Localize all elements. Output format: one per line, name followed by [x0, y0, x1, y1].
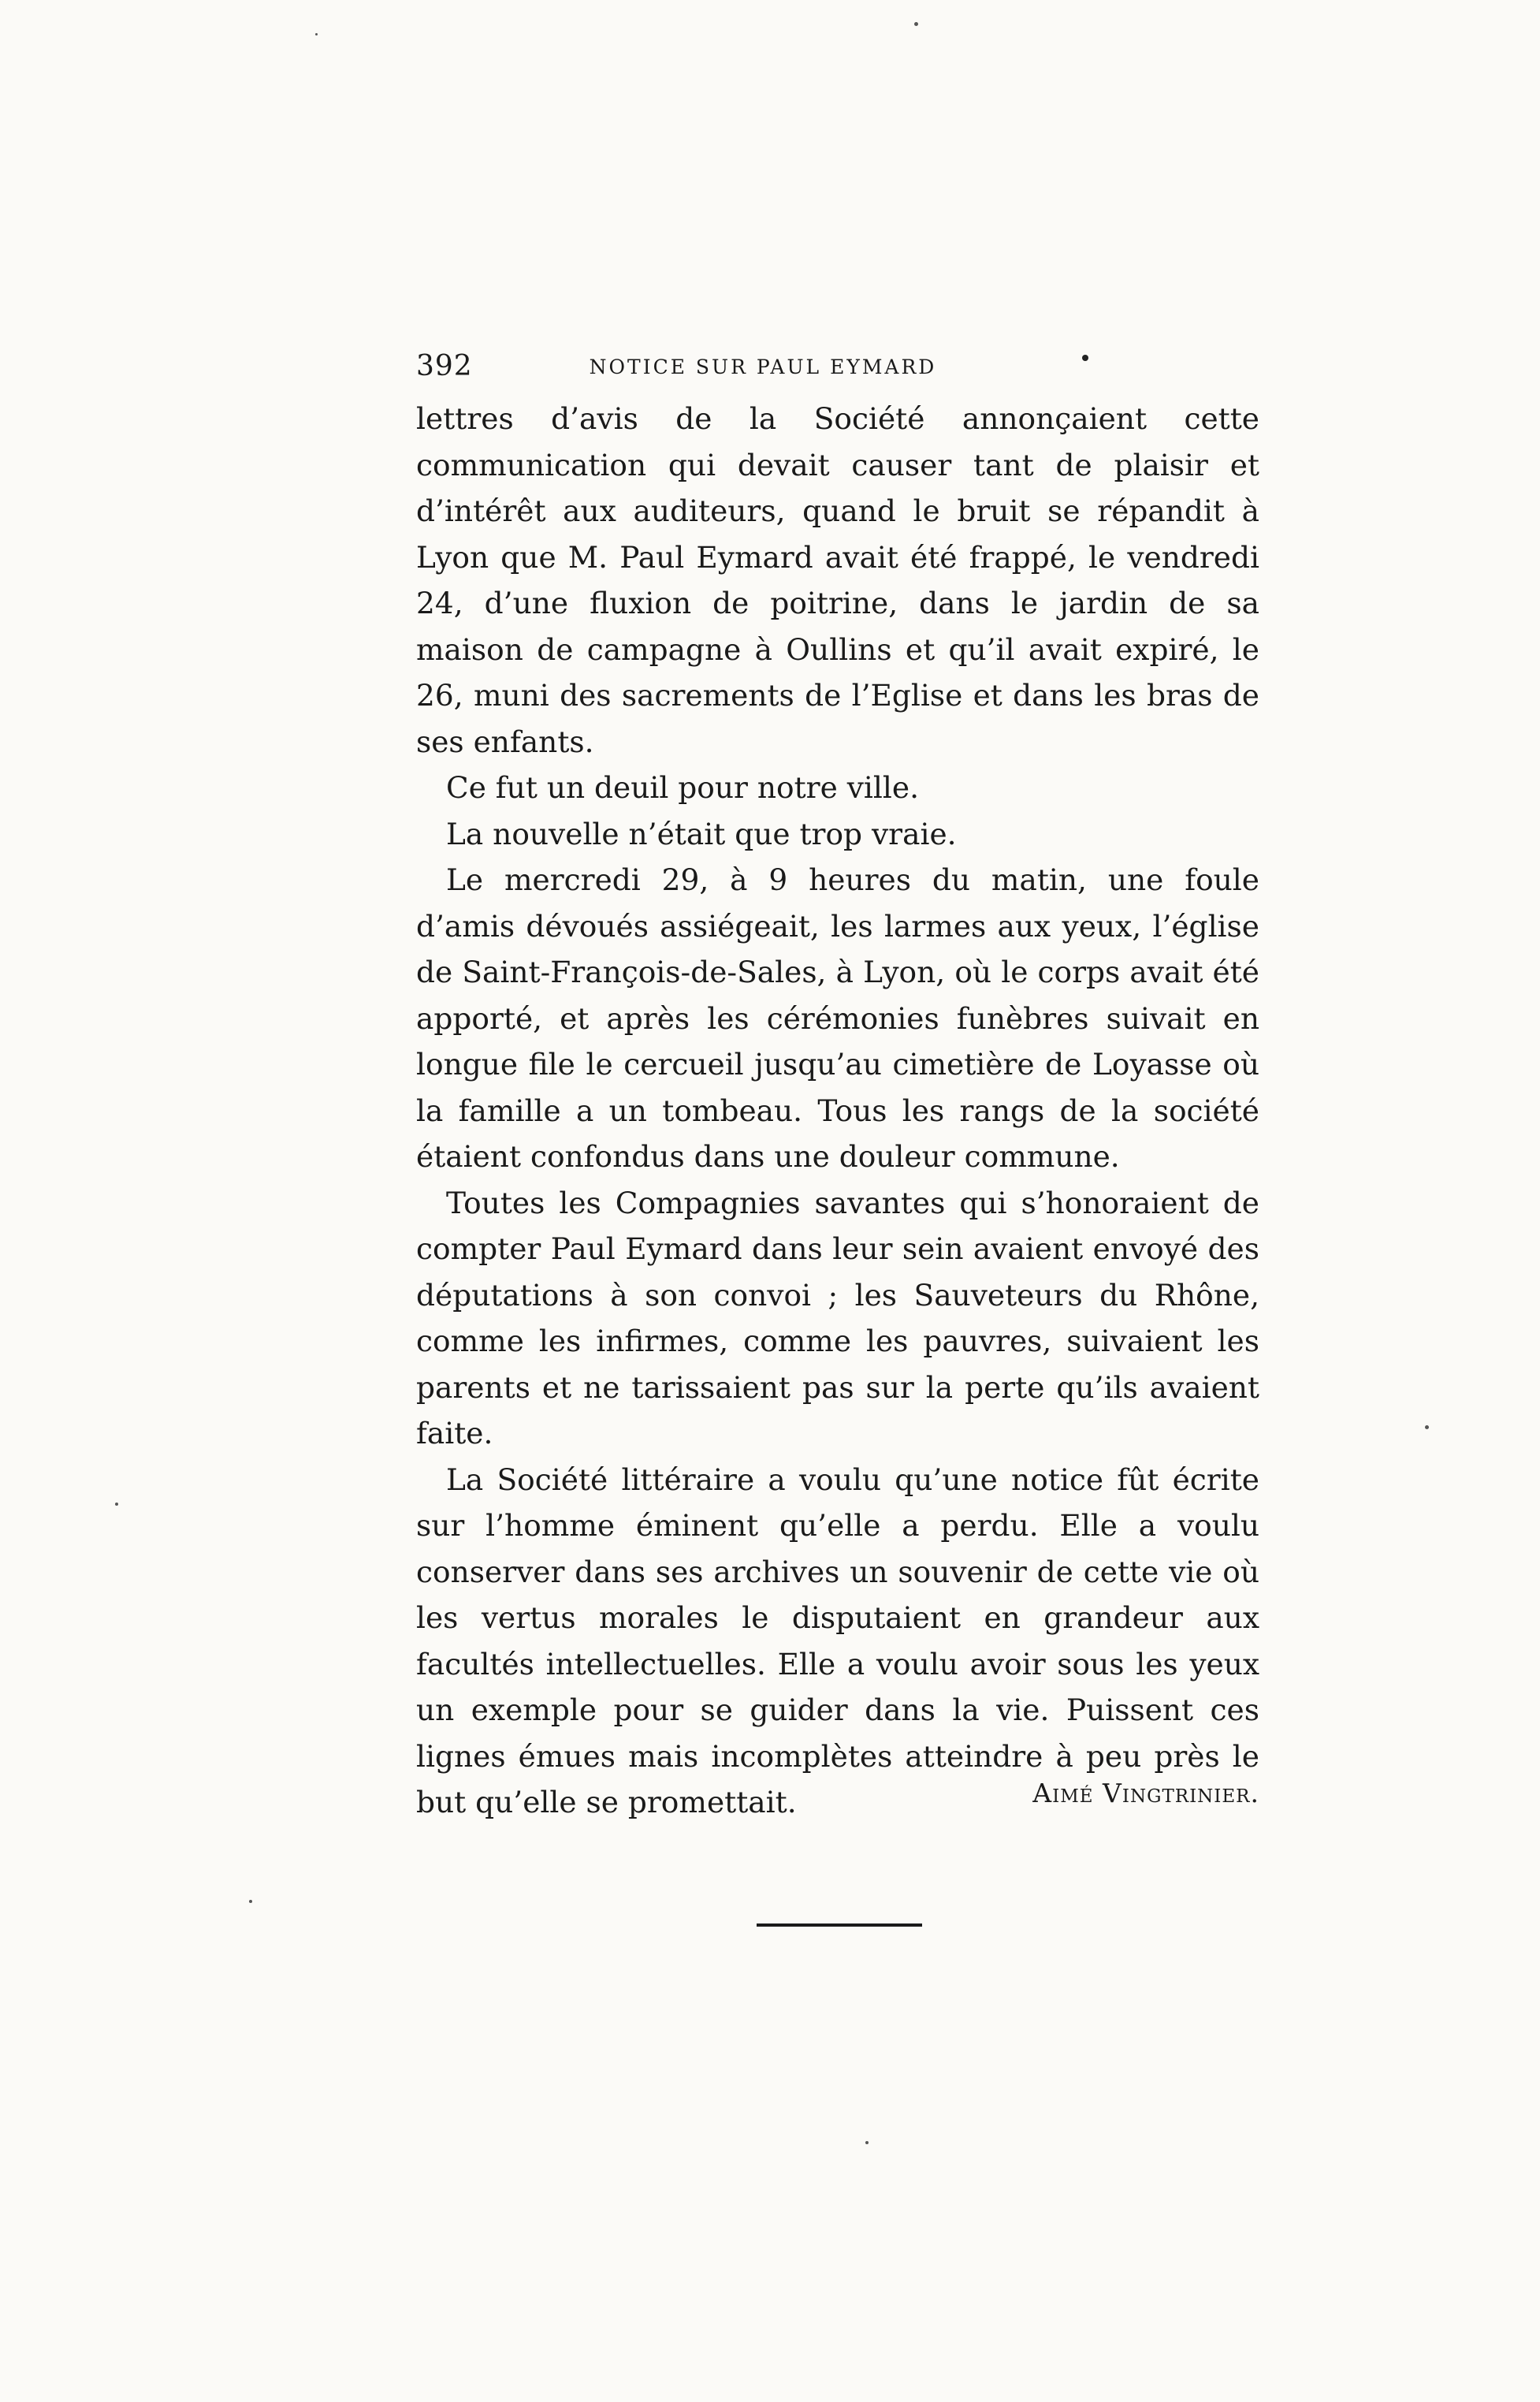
paragraph: Toutes les Compagnies savantes qui s’honoraient de compter Paul Eymard dans leur sein avaient envoyé des députations à son convoi ; les Sauveteurs du Rhône, comme les infirmes, comme les pauvres, suivaient les parents et ne tarissaient pas sur la perte qu’ils avaient faite.	[416, 1185, 1259, 1451]
paper-speck	[115, 1503, 118, 1506]
ink-dot	[1082, 355, 1088, 361]
running-title: NOTICE SUR PAUL EYMARD	[589, 356, 937, 378]
author-signature: Aimé Vingtrinier.	[1032, 1778, 1259, 1808]
paper-speck	[1425, 1425, 1429, 1429]
end-rule	[757, 1923, 922, 1927]
paragraph: Le mercredi 29, à 9 heures du matin, une foule d’amis dévoués assiégeait, les larmes aux yeux, l’église de Saint-François-de-Sales, à Lyon, où le corps avait été apporté, et après les cérémonies funèbres suivait en longue file le cercueil jusqu’au cimetière de Loyasse où la famille a un tombeau. Tous les rangs de la société étaient confondus dans une douleur commune.	[416, 862, 1259, 1174]
body-text	[416, 396, 1259, 1826]
paper-speck	[914, 22, 918, 26]
page-header	[416, 347, 1110, 386]
paragraph: La nouvelle n’était que trop vraie.	[446, 816, 957, 851]
paper-speck	[315, 33, 318, 35]
paragraph: La Société littéraire a voulu qu’une notice fût écrite sur l’homme éminent qu’elle a perdu. Elle a voulu conserver dans ses archives un souvenir de cette vie où les vertus morales le disputaient en grandeur aux facultés intellectuelles. Elle a voulu avoir sous les yeux un exemple pour se guider dans la vie. Puissent ces lignes émues mais incomplètes atteindre à peu près le but qu’elle se promettait.	[416, 1462, 1259, 1819]
paper-speck	[865, 2141, 869, 2144]
paragraph-continued: lettres d’avis de la Société annonçaient cette communication qui devait causer tant de plaisir et d’intérêt aux auditeurs, quand le bruit se répandit à Lyon que M. Paul Eymard avait été frappé, le vendredi 24, d’une fluxion de poitrine, dans le jardin de sa maison de campagne à Oullins et qu’il avait expiré, le 26, muni des sacrements de l’Eglise et dans les bras de ses enfants.	[416, 401, 1259, 759]
paper-speck	[249, 1900, 252, 1903]
page-number: 392	[416, 350, 473, 382]
paragraph: Ce fut un deuil pour notre ville.	[446, 770, 919, 805]
